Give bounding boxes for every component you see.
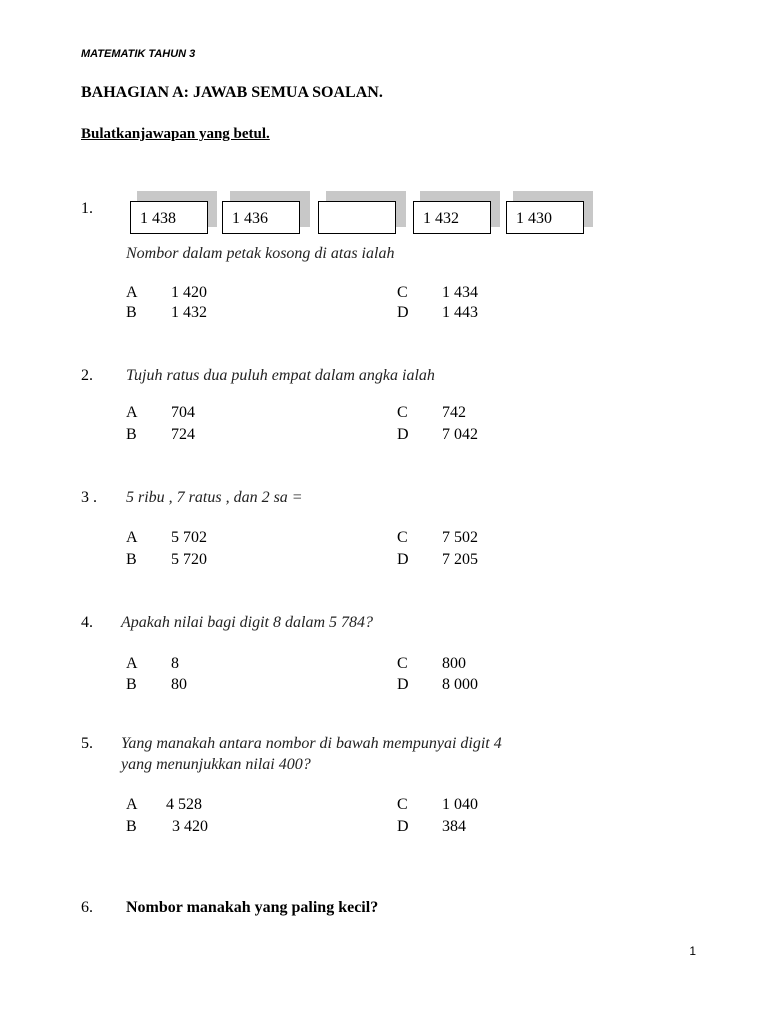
option-b[interactable]: 3 420 xyxy=(172,818,208,835)
question-text: Nombor manakah yang paling kecil? xyxy=(126,899,379,916)
option-c[interactable]: 800 xyxy=(442,655,466,672)
sequence-box: 1 438 xyxy=(130,201,208,234)
option-letter: C xyxy=(397,529,408,546)
question-text: Nombor dalam petak kosong di atas ialah xyxy=(126,245,395,262)
option-letter: D xyxy=(397,818,409,835)
option-b[interactable]: 5 720 xyxy=(171,551,207,568)
option-b[interactable]: 724 xyxy=(171,426,195,443)
option-b[interactable]: 1 432 xyxy=(171,304,207,321)
option-letter: C xyxy=(397,404,408,421)
option-letter: A xyxy=(126,796,138,813)
option-letter: B xyxy=(126,818,137,835)
option-a[interactable]: 8 xyxy=(171,655,179,672)
option-letter: B xyxy=(126,551,137,568)
question-text: 5 ribu , 7 ratus , dan 2 sa = xyxy=(126,489,303,506)
option-d[interactable]: 1 443 xyxy=(442,304,478,321)
option-c[interactable]: 7 502 xyxy=(442,529,478,546)
question-text-line-1: Yang manakah antara nombor di bawah mempunyai digit 4 xyxy=(121,735,502,752)
option-a[interactable]: 704 xyxy=(171,404,195,421)
option-letter: D xyxy=(397,426,409,443)
option-letter: A xyxy=(126,284,138,301)
question-number: 4. xyxy=(81,614,93,631)
page-number: 1 xyxy=(689,944,696,958)
option-a[interactable]: 5 702 xyxy=(171,529,207,546)
sequence-box: 1 432 xyxy=(413,201,491,234)
option-letter: C xyxy=(397,284,408,301)
option-a[interactable]: 4 528 xyxy=(166,796,202,813)
option-letter: D xyxy=(397,551,409,568)
option-letter: C xyxy=(397,796,408,813)
question-text: Tujuh ratus dua puluh empat dalam angka ialah xyxy=(126,367,435,384)
option-letter: D xyxy=(397,304,409,321)
instruction: Bulatkanjawapan yang betul. xyxy=(81,126,270,142)
option-d[interactable]: 8 000 xyxy=(442,676,478,693)
question-text-line-2: yang menunjukkan nilai 400? xyxy=(121,756,311,773)
option-letter: D xyxy=(397,676,409,693)
option-letter: A xyxy=(126,404,138,421)
option-letter: C xyxy=(397,655,408,672)
question-text: Apakah nilai bagi digit 8 dalam 5 784? xyxy=(121,614,373,631)
option-c[interactable]: 742 xyxy=(442,404,466,421)
option-b[interactable]: 80 xyxy=(171,676,187,693)
question-number: 2. xyxy=(81,367,93,384)
option-d[interactable]: 384 xyxy=(442,818,466,835)
question-number: 6. xyxy=(81,899,93,916)
section-title: BAHAGIAN A: JAWAB SEMUA SOALAN. xyxy=(81,84,383,101)
option-letter: B xyxy=(126,304,137,321)
sequence-box: 1 430 xyxy=(506,201,584,234)
option-c[interactable]: 1 040 xyxy=(442,796,478,813)
question-number: 5. xyxy=(81,735,93,752)
option-a[interactable]: 1 420 xyxy=(171,284,207,301)
question-number: 3 . xyxy=(81,489,97,506)
sequence-box-empty xyxy=(318,201,396,234)
question-number: 1. xyxy=(81,200,93,217)
option-letter: A xyxy=(126,655,138,672)
option-c[interactable]: 1 434 xyxy=(442,284,478,301)
option-letter: B xyxy=(126,676,137,693)
option-d[interactable]: 7 205 xyxy=(442,551,478,568)
option-letter: A xyxy=(126,529,138,546)
document-header: MATEMATIK TAHUN 3 xyxy=(81,48,196,60)
sequence-box: 1 436 xyxy=(222,201,300,234)
option-letter: B xyxy=(126,426,137,443)
option-d[interactable]: 7 042 xyxy=(442,426,478,443)
